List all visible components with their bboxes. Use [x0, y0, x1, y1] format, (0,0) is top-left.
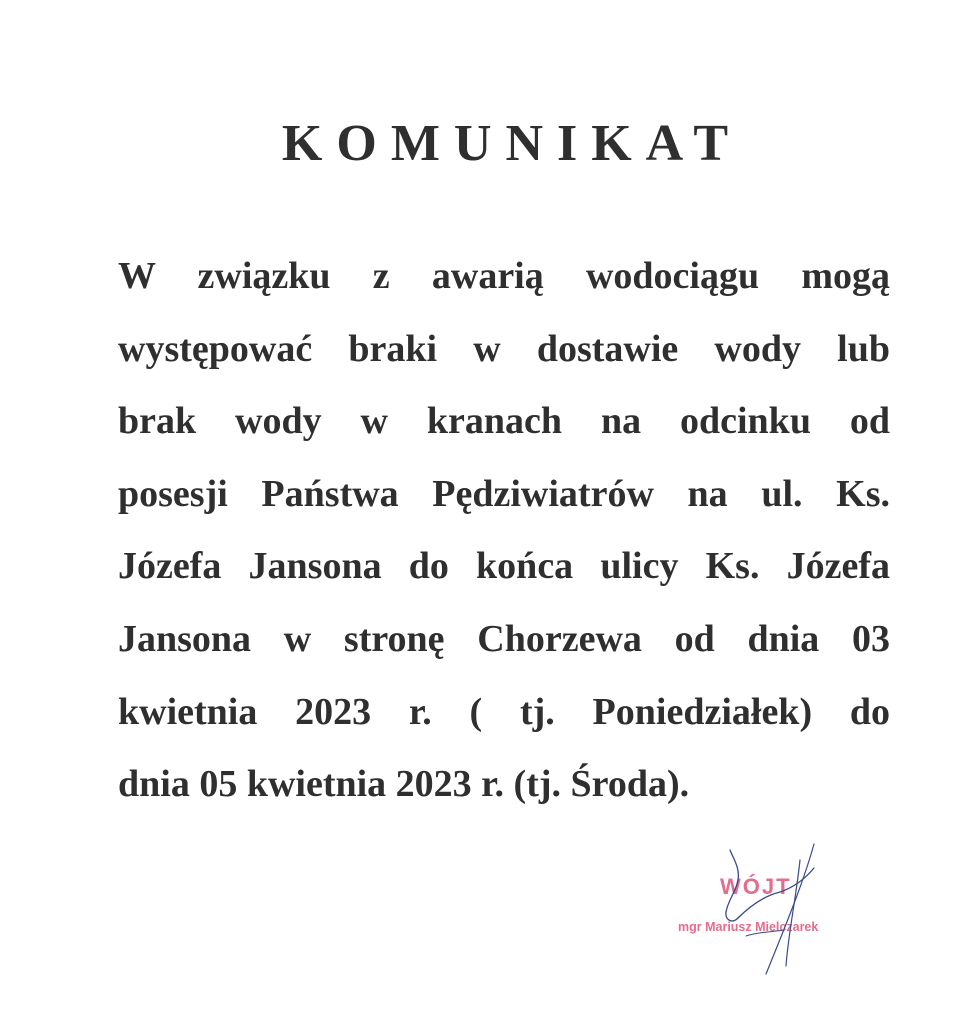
body-line-6: Jansona w stronę Chorzewa od dnia 03	[118, 617, 890, 660]
body-line-8: dnia 05 kwietnia 2023 r. (tj. Środa).	[118, 763, 690, 806]
handwritten-signature	[668, 840, 868, 990]
announcement-body	[118, 240, 890, 821]
body-line-5: Józefa Jansona do końca ulicy Ks. Józefa	[118, 545, 890, 588]
body-line-4: posesji Państwa Pędziwiatrów na ul. Ks.	[118, 472, 890, 515]
document-title: KOMUNIKAT	[281, 115, 743, 172]
body-line-1: W związku z awarią wodociągu mogą	[118, 255, 890, 297]
body-line-3: brak wody w kranach na odcinku od	[118, 400, 890, 443]
official-stamp	[668, 840, 868, 990]
body-line-7: kwietnia 2023 r. ( tj. Poniedziałek) do	[118, 690, 890, 733]
stamp-title: WÓJT	[720, 874, 792, 899]
stamp-name: mgr Mariusz Mielczarek	[678, 920, 819, 934]
body-line-2: występować braki w dostawie wody lub	[118, 327, 890, 370]
